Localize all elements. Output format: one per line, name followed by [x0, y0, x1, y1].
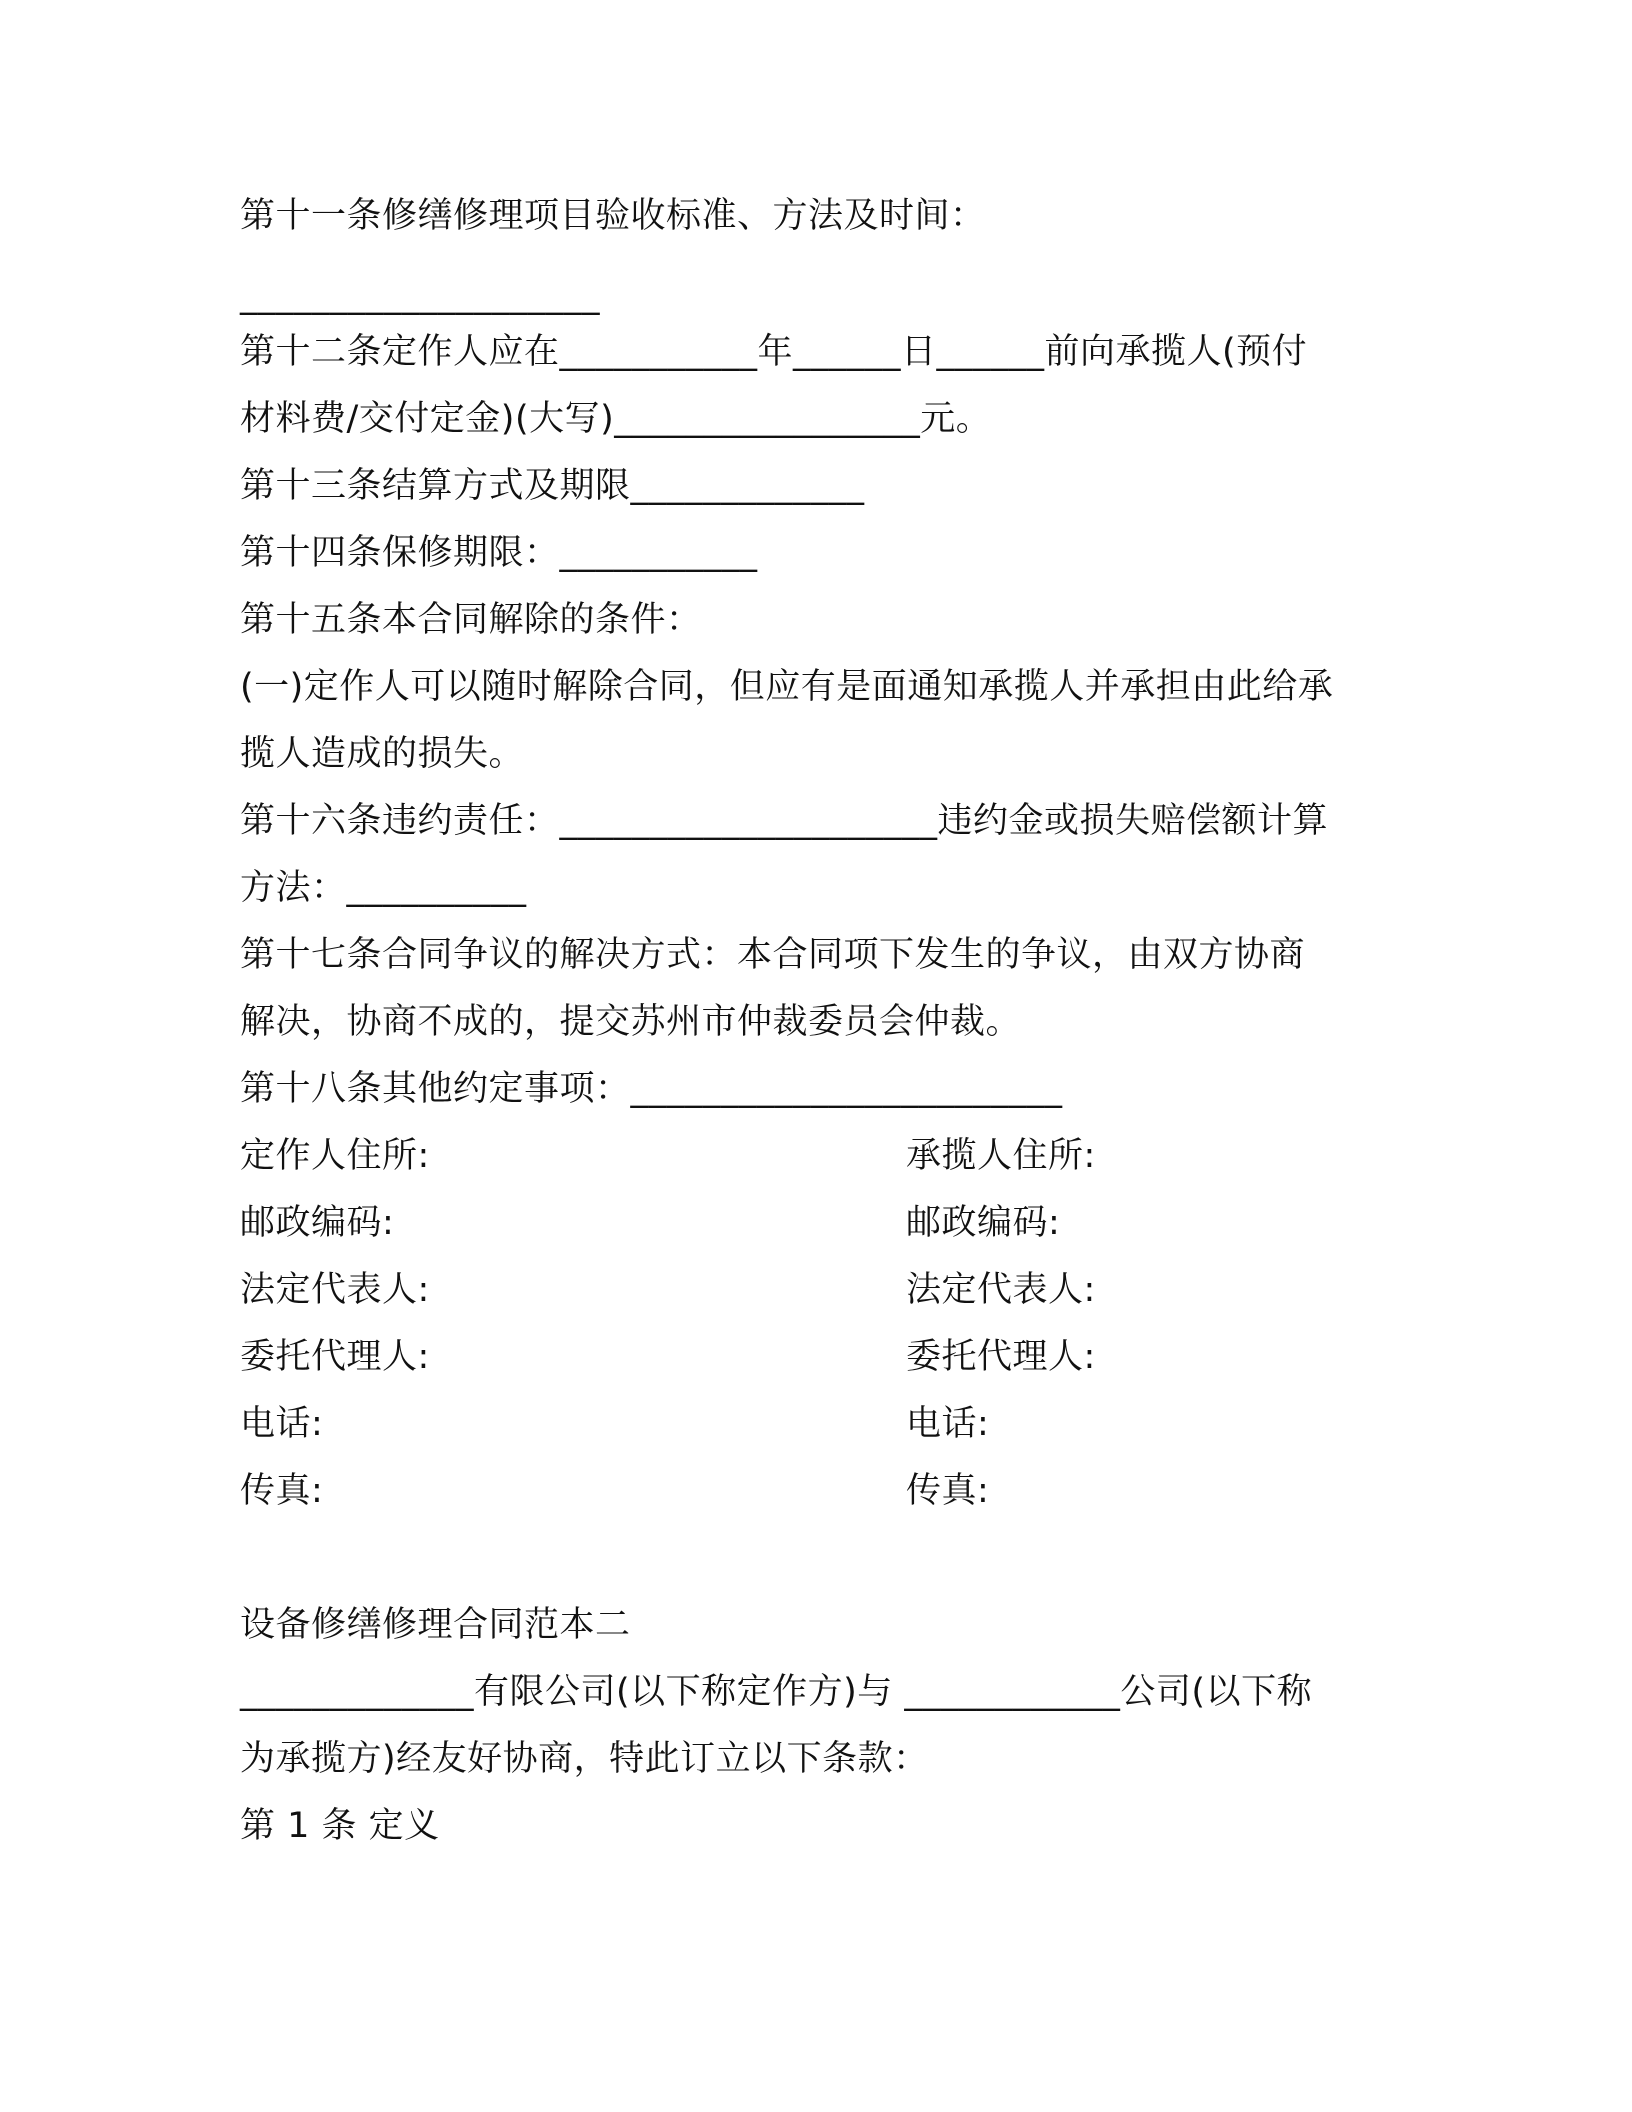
article-17-line-2: 解决，协商不成的，提交苏州市仲裁委员会仲裁。	[240, 1002, 1022, 1042]
second-template-article-1: 第 1 条 定义	[240, 1806, 440, 1846]
ordering-party-address-label: 定作人住所:	[240, 1136, 430, 1176]
article-12-line-1: 第十二条定作人应在___________年______日______前向承揽人(预付	[240, 332, 1308, 372]
article-16-line-1: 第十六条违约责任：_____________________违约金或损失赔偿额计算	[240, 801, 1329, 841]
ordering-party-postcode-label: 邮政编码:	[240, 1203, 395, 1243]
article-18: 第十八条其他约定事项：________________________	[240, 1069, 1063, 1109]
contractor-phone-label: 电话:	[906, 1404, 990, 1444]
ordering-party-phone-label: 电话:	[240, 1404, 324, 1444]
contractor-postcode-label: 邮政编码:	[906, 1203, 1061, 1243]
contractor-address-label: 承揽人住所:	[906, 1136, 1096, 1176]
article-13: 第十三条结算方式及期限_____________	[240, 466, 865, 506]
second-template-title: 设备修缮修理合同范本二	[240, 1605, 631, 1645]
article-12-line-2: 材料费/交付定金)(大写)_________________元。	[240, 399, 992, 439]
ordering-party-fax-label: 传真:	[240, 1471, 324, 1511]
article-11-heading: 第十一条修缮修理项目验收标准、方法及时间：	[240, 196, 986, 236]
article-17-line-1: 第十七条合同争议的解决方式：本合同项下发生的争议，由双方协商	[240, 935, 1306, 975]
ordering-party-agent-label: 委托代理人:	[240, 1337, 430, 1377]
contractor-legal-rep-label: 法定代表人:	[906, 1270, 1096, 1310]
article-15-heading: 第十五条本合同解除的条件：	[240, 600, 702, 640]
article-15-clause-1-line-1: (一)定作人可以随时解除合同，但应有是面通知承揽人并承担由此给承	[240, 667, 1334, 707]
article-11-blank: ____________________	[240, 276, 600, 316]
contractor-agent-label: 委托代理人:	[906, 1337, 1096, 1377]
article-16-line-2: 方法：__________	[240, 868, 527, 908]
article-14: 第十四条保修期限：___________	[240, 533, 758, 573]
article-15-clause-1-line-2: 揽人造成的损失。	[240, 734, 525, 774]
ordering-party-legal-rep-label: 法定代表人:	[240, 1270, 430, 1310]
second-template-intro-line-2: 为承揽方)经友好协商，特此订立以下条款：	[240, 1739, 929, 1779]
second-template-intro-line-1: _____________有限公司(以下称定作方)与 ____________公司(以下称	[240, 1672, 1313, 1712]
contractor-fax-label: 传真:	[906, 1471, 990, 1511]
